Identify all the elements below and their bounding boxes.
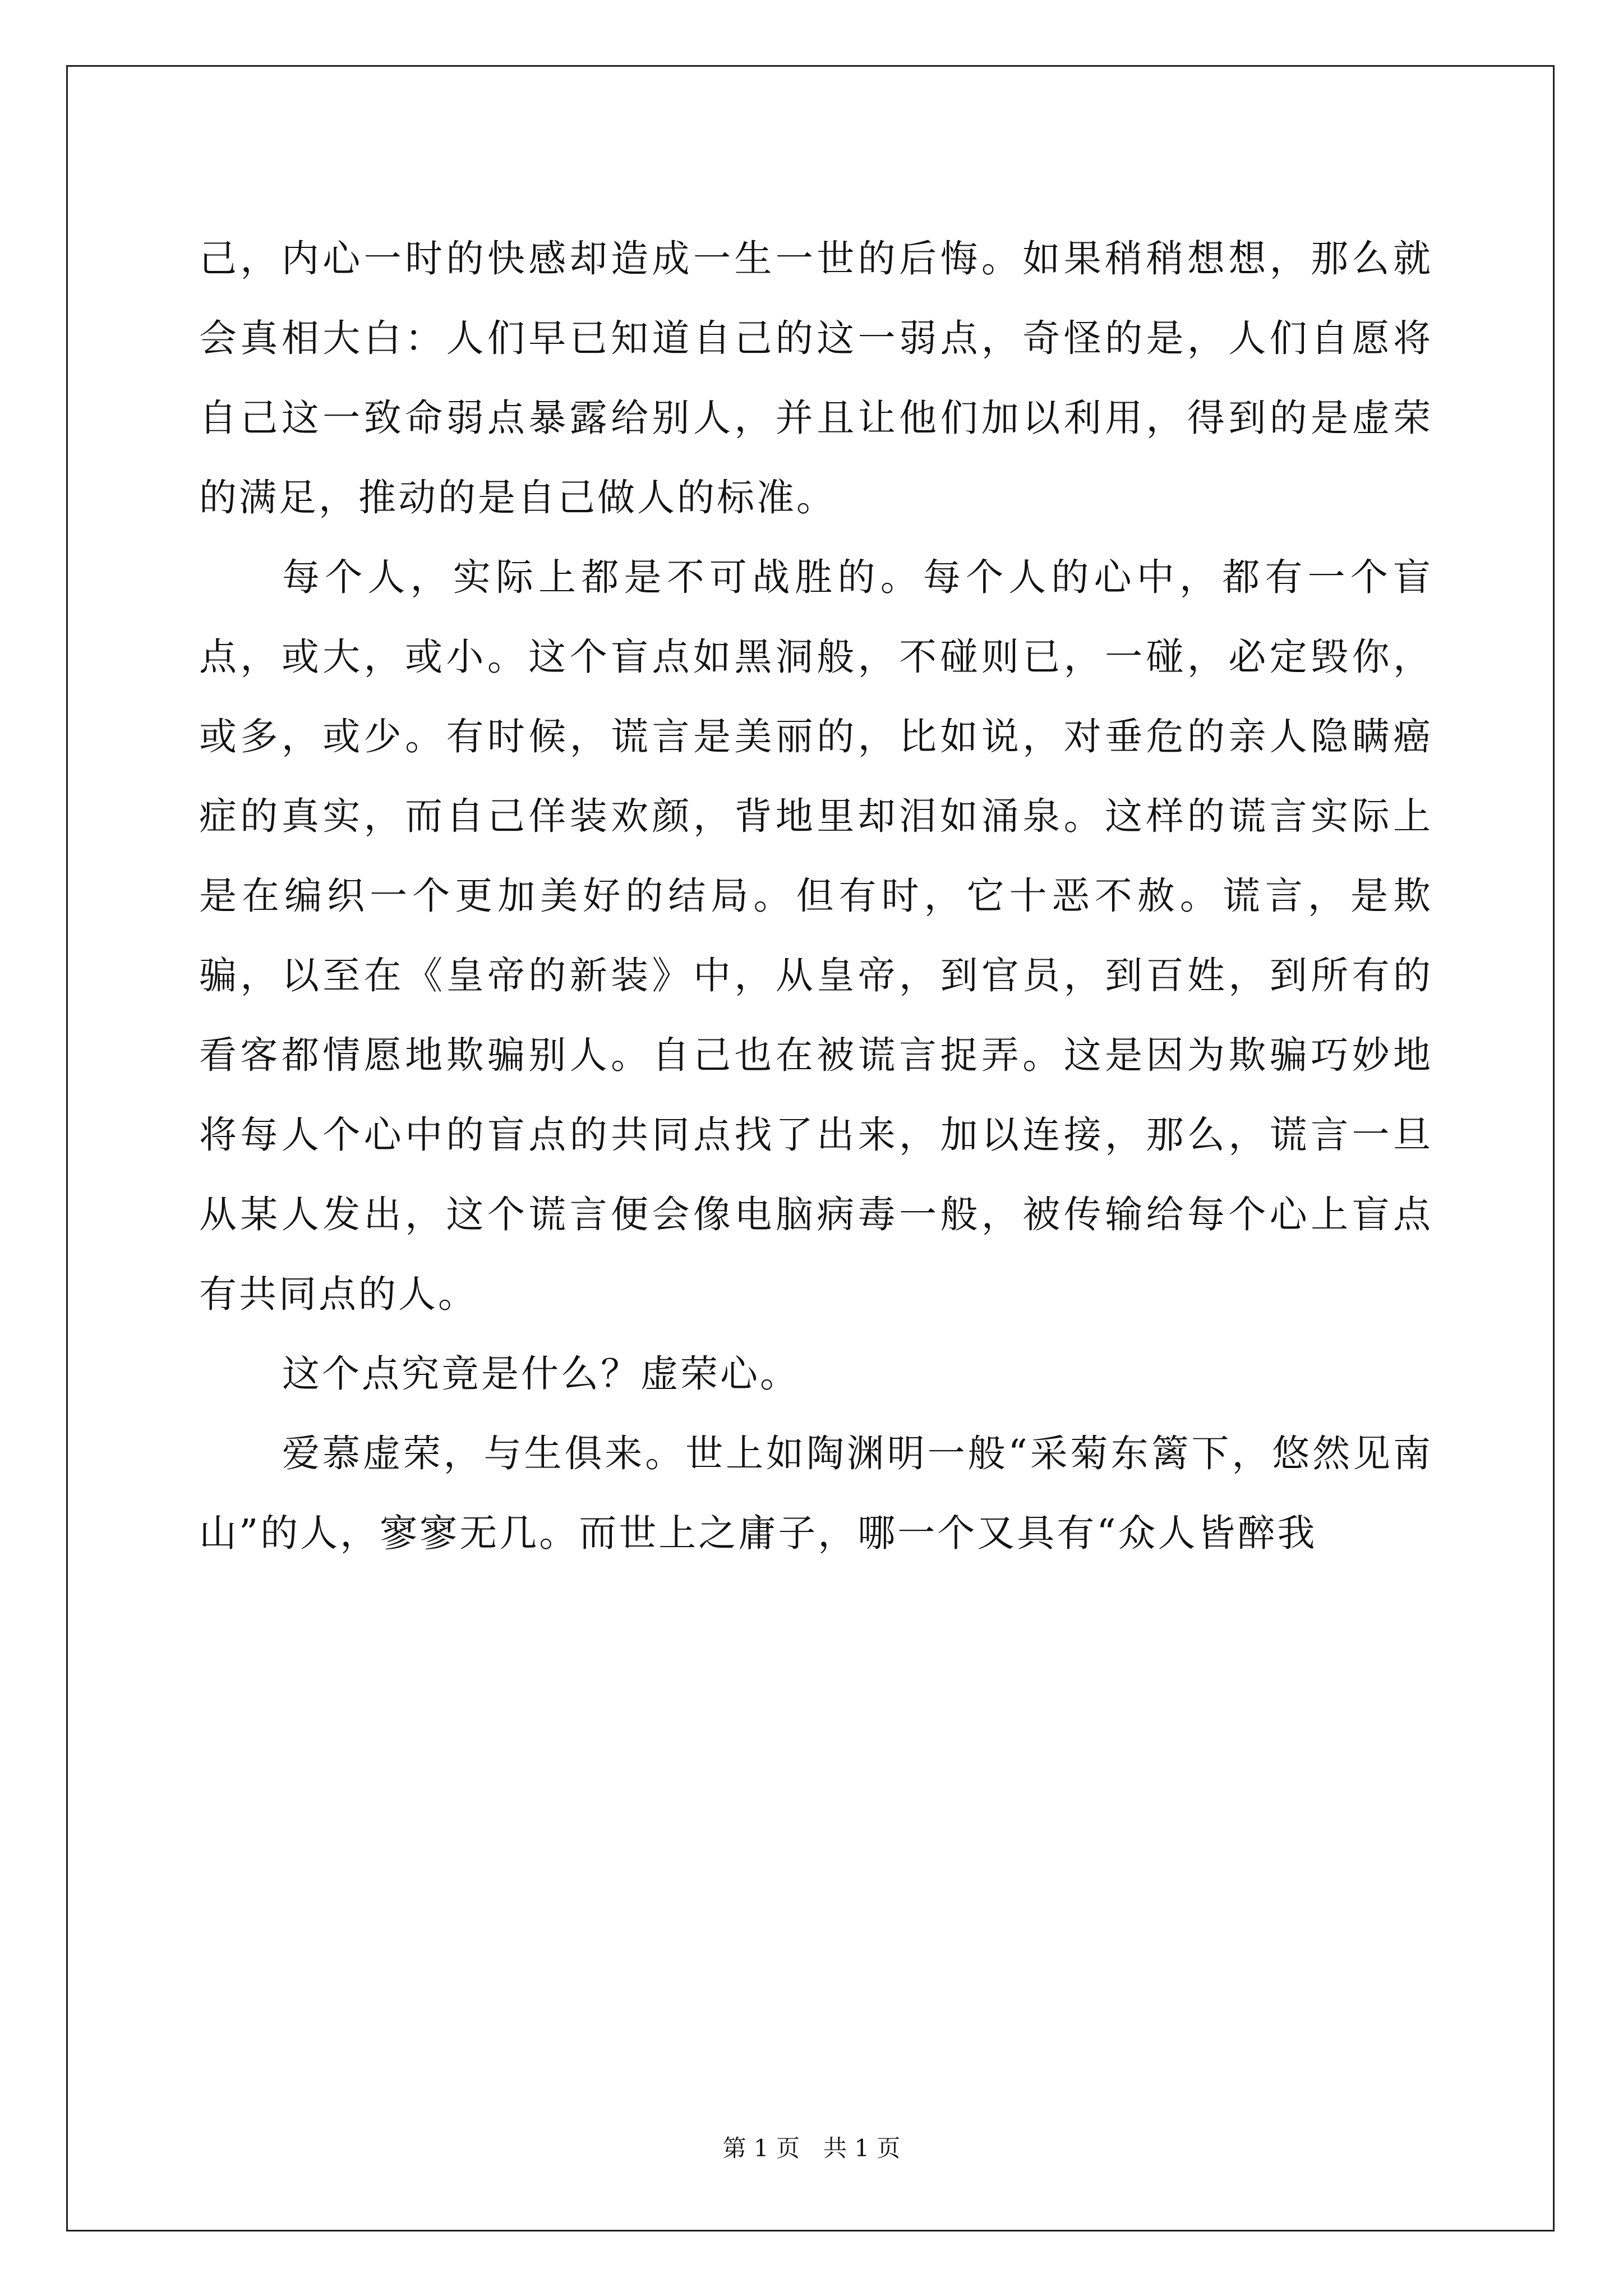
document-body [199, 219, 1433, 1573]
paragraph-4: 爱慕虚荣，与生俱来。世上如陶渊明一般“采菊东篱下，悠然见南山”的人，寥寥无几。而世上之庸子，哪一个又具有“众人皆醉我 [199, 1432, 1433, 1555]
paragraph-1: 己，内心一时的快感却造成一生一世的后悔。如果稍稍想想，那么就会真相大白：人们早已知道自己的这一弱点，奇怪的是，人们自愿将自己这一致命弱点暴露给别人，并且让他们加以利用，得到的是虚荣的满足，推动的是自己做人的标准。 [199, 237, 1433, 519]
page-footer: 第 1 页 共 1 页 [722, 2134, 901, 2162]
paragraph-3: 这个点究竟是什么？虚荣心。 [282, 1352, 800, 1396]
paragraph-2: 每个人，实际上都是不可战胜的。每个人的心中，都有一个盲点，或大，或小。这个盲点如黑洞般，不碰则已，一碰，必定毁你，或多，或少。有时候，谎言是美丽的，比如说，对垂危的亲人隐瞒癌症的真实，而自己佯装欢颜，背地里却泪如涌泉。这样的谎言实际上是在编织一个更加美好的结局。但有时，它十恶不赦。谎言，是欺骗，以至在《皇帝的新装》中，从皇帝，到官员，到百姓，到所有的看客都情愿地欺骗别人。自己也在被谎言捉弄。这是因为欺骗巧妙地将每人个心中的盲点的共同点找了出来，加以连接，那么，谎言一旦从某人发出，这个谎言便会像电脑病毒一般，被传输给每个心上盲点有共同点的人。 [199, 555, 1433, 1316]
